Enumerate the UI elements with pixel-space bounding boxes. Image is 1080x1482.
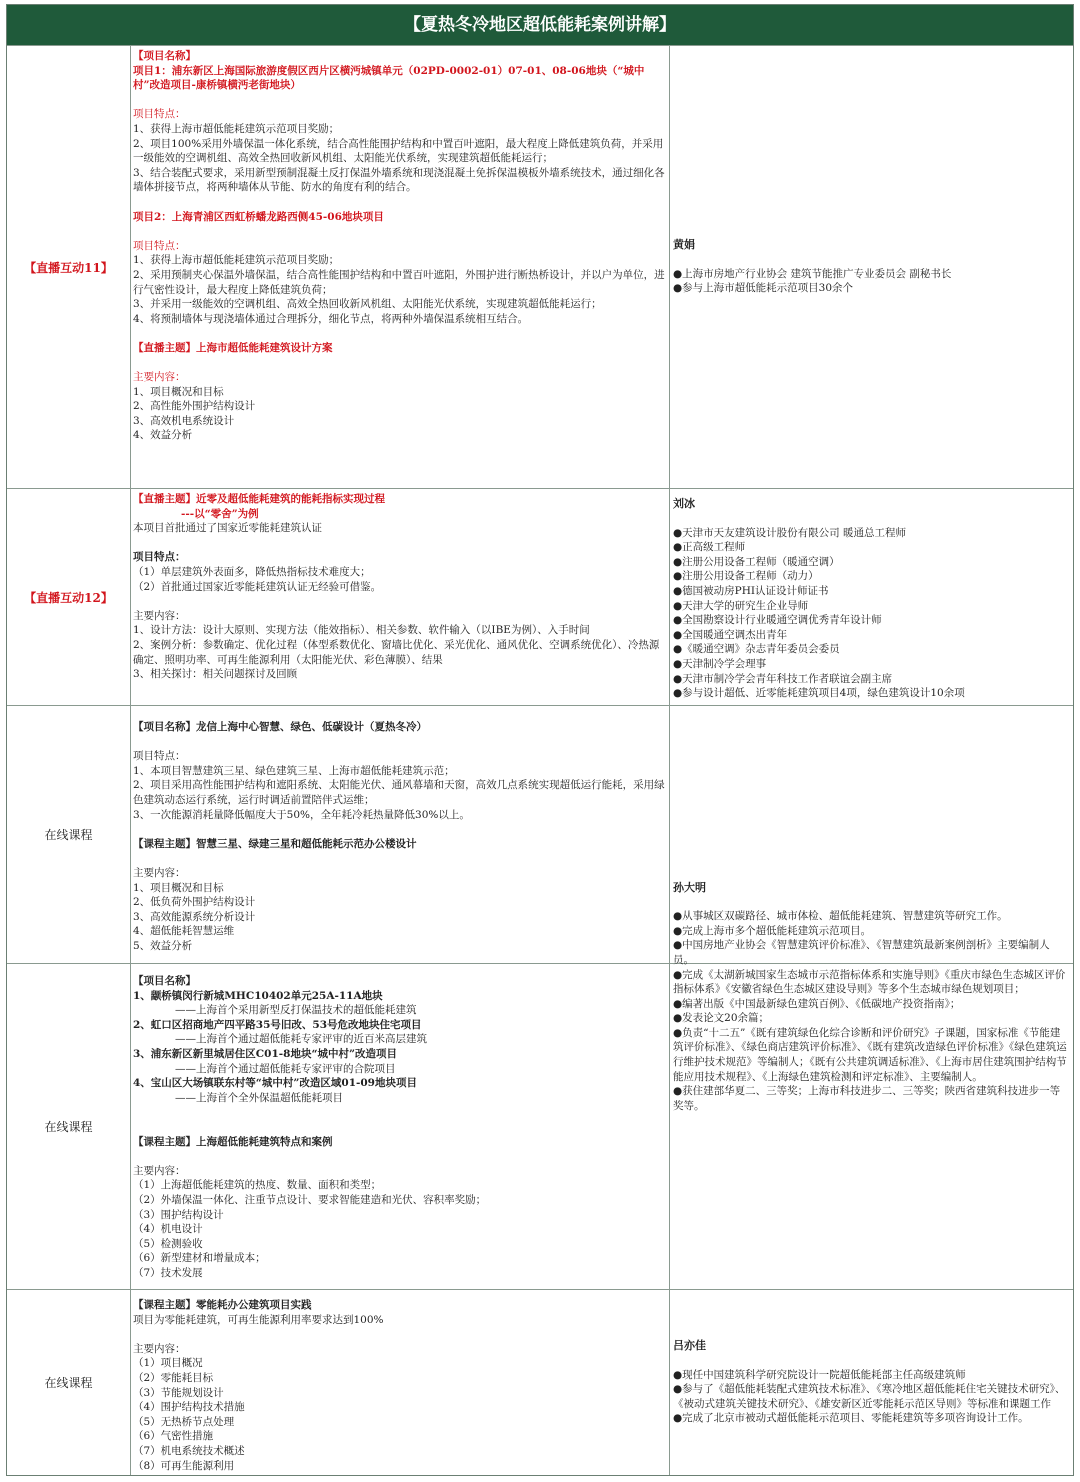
features-header: 项目特点： <box>133 551 186 564</box>
row-label: 在线课程 <box>7 964 131 1289</box>
feature-item: 3、并采用一级能效的空调机组、高效全热回收新风机组、太阳能光伏系统，实现建筑超低能耗运行； <box>133 298 602 311</box>
feature-item: 3、结合装配式要求，采用新型预制混凝土反打保温外墙系统和现浇混凝土免拆保温模板外墙系统技术，通过细化各墙体拼接节点，将两种墙体从节能、防水的角度有利的结合。 <box>133 166 665 194</box>
list-item: 5、效益分析 <box>133 939 193 952</box>
speaker-name: 刘冰 <box>673 497 695 510</box>
list-item: （7）机电系统技术概述 <box>133 1444 245 1457</box>
feature-item: 2、项目100%采用外墙保温一体化系统，结合高性能围护结构和中置百叶遮阳，最大程度上降低建筑负荷，并采用一级能效的空调机组、高效全热回收新风机组、太阳能光伏系统，实现建筑超低能耗运行； <box>133 137 664 165</box>
content-cell <box>130 46 670 488</box>
project-subtitle: ——上海首个通过超低能耗专家评审的近百米高层建筑 <box>175 1033 427 1046</box>
project-subtitle: ——上海首个通过超低能耗专家评审的合院项目 <box>175 1062 396 1075</box>
list-item: 1、设计方法：设计大原则、实现方法（能效指标）、相关参数、软件输入（以IBE为例）、入手时间 <box>133 624 590 637</box>
list-item: 3、高效机电系统设计 <box>133 414 235 427</box>
list-item: 4、效益分析 <box>133 429 193 442</box>
list-item: 2、高性能外围护结构设计 <box>133 400 256 413</box>
list-item: （3）节能规划设计 <box>133 1386 224 1399</box>
list-item: （1）项目概况 <box>133 1357 203 1370</box>
speaker-bio-item: ●完成《太湖新城国家生态城市示范指标体系和实施导则》《重庆市绿色生态城区评价指标体系》《安徽省绿色生态城区建设导则》等多个生态城市绿色规划项目； <box>673 968 1066 996</box>
feature-item: 2、项目采用高性能围护结构和遮阳系统、太阳能光伏、通风幕墙和天窗，高效几点系统实现超低运行能耗，采用绿色建筑动态运行系统，运行时调适前置陪伴式运维； <box>133 779 665 806</box>
list-item: 2、低负荷外围护结构设计 <box>133 896 256 909</box>
content-cell <box>130 489 670 705</box>
speaker-bio-item: ●天津市天友建筑设计股份有限公司 暖通总工程师 <box>673 526 906 539</box>
speaker-bio-item: ●德国被动房PHI认证设计师证书 <box>673 584 829 597</box>
speaker-bio-item: ●现任中国建筑科学研究院设计一院超低能耗部主任高级建筑师 <box>673 1368 966 1381</box>
row-label: 在线课程 <box>7 1290 131 1475</box>
project-title: 2、虹口区招商地产四平路35号旧改、53号危改地块住宅项目 <box>133 1018 422 1031</box>
list-item: 4、超低能耗智慧运维 <box>133 925 235 938</box>
feature-item: （1）单层建筑外表面多，降低热指标技术难度大； <box>133 565 371 578</box>
speaker-name: 吕亦佳 <box>673 1339 706 1353</box>
feature-item: 1、本项目智慧建筑三星、绿色建筑三星、上海市超低能耗建筑示范； <box>133 764 455 777</box>
project-subtitle: ——上海首个采用新型反打保温技术的超低能耗建筑 <box>175 1004 417 1017</box>
project-title: 项目2：上海青浦区西虹桥蟠龙路西侧45-06地块项目 <box>133 210 384 223</box>
theme-subline: ---以“零舍”为例 <box>181 507 259 520</box>
table-row <box>7 1289 1073 1475</box>
main-content-header: 主要内容： <box>133 1342 186 1355</box>
theme-line: 【直播主题】近零及超低能耗建筑的能耗指标实现过程 <box>133 493 385 505</box>
speaker-cell <box>670 706 1073 1288</box>
list-item: （4）围护结构技术措施 <box>133 1401 245 1414</box>
speaker-bio-item: ●完成上海市多个超低能耗建筑示范项目。 <box>673 924 872 937</box>
main-content-header: 主要内容： <box>133 609 186 622</box>
speaker-bio-item: ●参与上海市超低能耗示范项目30余个 <box>673 282 854 295</box>
theme-line: 【直播主题】上海市超低能耗建筑设计方案 <box>133 341 333 354</box>
speaker-bio-item: ●完成了北京市被动式超低能耗示范项目、零能耗建筑等多项咨询设计工作。 <box>673 1412 1029 1425</box>
feature-item: （2）首批通过国家近零能耗建筑认证无经验可借鉴。 <box>133 580 382 593</box>
main-content-header: 主要内容： <box>133 371 186 384</box>
speaker-bio-item: ●获住建部华夏二、三等奖；上海市科技进步二、三等奖；陕西省建筑科技进步一等奖等。 <box>673 1085 1061 1112</box>
theme-line: 【课程主题】零能耗办公建筑项目实践 <box>133 1299 312 1311</box>
page-title: 【夏热冬冷地区超低能耗案例讲解】 <box>7 5 1073 45</box>
list-item: 1、项目概况和目标 <box>133 385 224 398</box>
speaker-bio-item: ●编著出版《中国最新绿色建筑百例》、《低碳地产投资指南》； <box>673 997 961 1010</box>
list-item: （3）围护结构设计 <box>133 1208 224 1221</box>
features-header: 项目特点： <box>133 108 186 121</box>
speaker-name: 孙大明 <box>673 880 706 894</box>
speaker-cell <box>670 489 1073 705</box>
project-title: 项目1：浦东新区上海国际旅游度假区西片区横沔城镇单元（02PD-0002-01）07-01、08-06地块（“城中村”改造项目-康桥镇横沔老街地块） <box>133 64 645 92</box>
speaker-bio-item: ●全国暖通空调杰出青年 <box>673 628 788 641</box>
features-header: 项目特点： <box>133 750 186 763</box>
speaker-bio-item: ●负责“十二五”《既有建筑绿色化综合诊断和评价研究》子课题，国家标准《节能建筑评价标准》、《绿色商店建筑评价标准》、《既有建筑改造绿色评价标准》《绿色建筑运行维护技术规范》等编制人；《既有公共建筑调适标准》、《上海市居住建筑围护结构节能应用技术规程》、《上海绿色建筑检测和评定标准》、主要编制人。 <box>673 1026 1067 1083</box>
list-item: （1）上海超低能耗建筑的热度、数量、面积和类型； <box>133 1179 382 1192</box>
speaker-cell <box>670 46 1073 488</box>
list-item: （8）可再生能源利用 <box>133 1459 235 1472</box>
feature-item: 2、采用预制夹心保温外墙保温，结合高性能围护结构和中置百叶遮阳，外围护进行断热桥设计，并以户为单位，进行气密性设计，最大程度上降低建筑负荷； <box>133 268 665 296</box>
list-item: （5）无热桥节点处理 <box>133 1415 235 1428</box>
speaker-bio-item: ●中国房地产业协会《智慧建筑评价标准》、《智慧建筑最新案例剖析》主要编制人员。 <box>673 939 1050 966</box>
speaker-bio-item: ●天津制冷学会理事 <box>673 657 767 670</box>
feature-item: 4、将预制墙体与现浇墙体通过合理拆分，细化节点，将两种外墙保温系统相互结合。 <box>133 312 529 325</box>
column-divider <box>669 706 670 1288</box>
features-header: 项目特点： <box>133 239 186 252</box>
intro-text: 项目为零能耗建筑，可再生能源利用率要求达到100% <box>133 1313 384 1326</box>
project-name-header: 【项目名称】 <box>133 50 196 62</box>
project-title: 3、浦东新区新里城居住区C01-8地块“城中村”改造项目 <box>133 1047 398 1060</box>
project-subtitle: ——上海首个全外保温超低能耗项目 <box>175 1091 343 1104</box>
speaker-bio-item: ●参与了《超低能耗装配式建筑技术标准》、《寒冷地区超低能耗住宅关键技术研究》、《被动式建筑关键技术研究》、《雄安新区近零能耗示范区导则》等标准和课题工作 <box>673 1383 1066 1410</box>
list-item: 1、项目概况和目标 <box>133 881 224 894</box>
project-name-header: 【项目名称】 <box>133 975 196 987</box>
list-item: 2、案例分析：参数确定、优化过程（体型系数优化、窗墙比优化、采光优化、通风优化、空调系统优化）、冷热源确定、照明功率、可再生能源利用（太阳能光伏、彩色薄膜）、结果 <box>133 638 660 666</box>
table-row <box>7 488 1073 705</box>
row-label: 在线课程 <box>7 706 131 963</box>
content-cell <box>130 706 670 963</box>
row-label: 【直播互动11】 <box>7 46 131 488</box>
theme-line: 【课程主题】智慧三星、绿建三星和超低能耗示范办公楼设计 <box>133 837 417 850</box>
speaker-bio-item: ●天津大学的研究生企业导师 <box>673 599 809 612</box>
speaker-bio-item: ●参与设计超低、近零能耗建筑项目4项，绿色建筑设计10余项 <box>673 687 965 700</box>
speaker-bio-item: ●发表论文20余篇； <box>673 1012 770 1025</box>
speaker-cell <box>670 1290 1073 1475</box>
feature-item: 1、获得上海市超低能耗建筑示范项目奖励； <box>133 254 340 267</box>
project-name-line: 【项目名称】龙信上海中心智慧、绿色、低碳设计（夏热冬冷） <box>133 721 427 733</box>
feature-item: 1、获得上海市超低能耗建筑示范项目奖励； <box>133 122 340 135</box>
schedule-sheet <box>6 4 1074 1476</box>
speaker-bio-item: ●从事城区双碳路径、城市体检、超低能耗建筑、智慧建筑等研究工作。 <box>673 910 1008 923</box>
speaker-bio-item: ●正高级工程师 <box>673 541 746 554</box>
speaker-bio-item: ●注册公用设备工程师（暖通空调） <box>673 555 840 568</box>
list-item: （5）检测验收 <box>133 1237 203 1250</box>
theme-line: 【课程主题】上海超低能耗建筑特点和案例 <box>133 1135 333 1148</box>
speaker-bio-item: ●天津市制冷学会青年科技工作者联谊会副主席 <box>673 672 893 685</box>
project-title: 1、颛桥镇闵行新城MHC10402单元25A-11A地块 <box>133 989 383 1002</box>
content-cell <box>130 1290 670 1475</box>
list-item: （6）气密性措施 <box>133 1430 214 1443</box>
main-content-header: 主要内容： <box>133 866 186 879</box>
speaker-bio-item: ●全国勘察设计行业暖通空调优秀青年设计师 <box>673 614 882 627</box>
list-item: （4）机电设计 <box>133 1223 203 1236</box>
content-cell <box>130 964 670 1289</box>
main-content-header: 主要内容： <box>133 1164 186 1177</box>
list-item: （2）外墙保温一体化、注重节点设计、要求智能建造和光伏、容积率奖励； <box>133 1193 487 1206</box>
feature-item: 3、一次能源消耗量降低幅度大于50%，全年耗冷耗热量降低30%以上。 <box>133 808 470 821</box>
speaker-bio-item: ●注册公用设备工程师（动力） <box>673 570 819 583</box>
intro-text: 本项目首批通过了国家近零能耗建筑认证 <box>133 522 322 535</box>
list-item: （2）零能耗目标 <box>133 1371 214 1384</box>
speaker-name: 黄娟 <box>673 238 695 252</box>
speaker-bio-item: ●《暖通空调》杂志青年委员会委员 <box>673 643 840 656</box>
list-item: 3、相关探讨：相关问题探讨及回顾 <box>133 668 298 681</box>
list-item: （6）新型建材和增量成本； <box>133 1252 266 1265</box>
project-title: 4、宝山区大场镇联东村等“城中村”改造区域01-09地块项目 <box>133 1077 417 1090</box>
table-row <box>7 45 1073 488</box>
speaker-bio-item: ●上海市房地产行业协会 建筑节能推广专业委员会 副秘书长 <box>673 267 952 280</box>
list-item: （7）技术发展 <box>133 1266 203 1279</box>
list-item: 3、高效能源系统分析设计 <box>133 910 256 923</box>
row-label: 【直播互动12】 <box>7 489 131 705</box>
